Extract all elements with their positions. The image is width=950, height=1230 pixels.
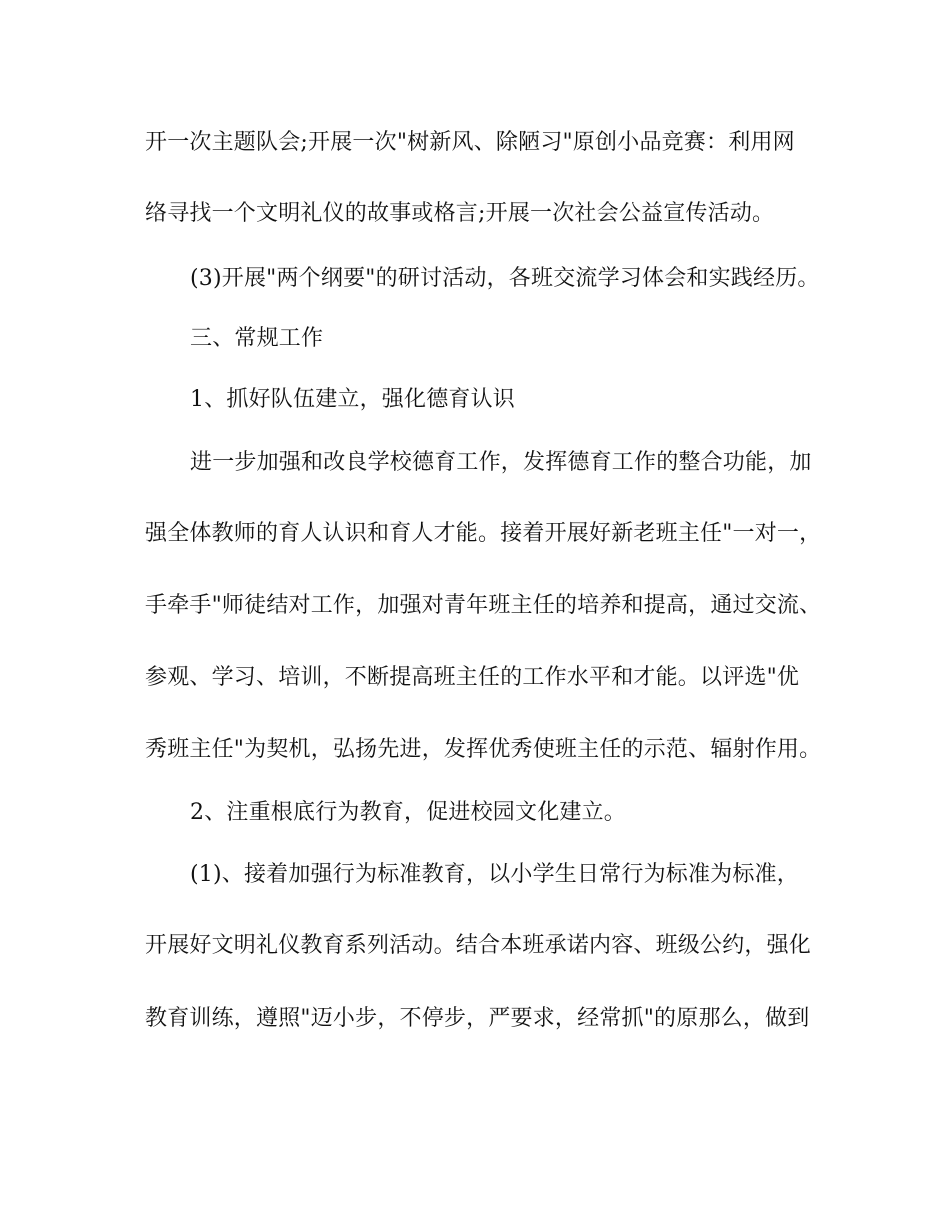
text-line-9: 参观、学习、培训，不断提高班主任的工作水平和才能。以评选"优 (145, 665, 800, 690)
text-line-3: (3)开展"两个纲要"的研讨活动，各班交流学习体会和实践经历。 (190, 266, 820, 291)
subsection-heading-1: 1、抓好队伍建立，强化德育认识 (190, 387, 515, 412)
text-line-13: 开展好文明礼仪教育系列活动。结合本班承诺内容、班级公约，强化 (145, 933, 812, 958)
text-line-1: 开一次主题队会;开展一次"树新风、除陋习"原创小品竞赛：利用网 (145, 130, 795, 155)
section-heading: 三、常规工作 (190, 326, 324, 351)
text-line-2: 络寻找一个文明礼仪的故事或格言;开展一次社会公益宣传活动。 (145, 201, 775, 226)
text-line-8: 手牵手"师徒结对工作，加强对青年班主任的培养和提高，通过交流、 (145, 593, 822, 618)
text-line-12: (1)、接着加强行为标准教育，以小学生日常行为标准为标准， (190, 862, 799, 887)
text-line-6: 进一步加强和改良学校德育工作，发挥德育工作的整合功能，加 (190, 450, 812, 475)
text-line-7: 强全体教师的育人认识和育人才能。接着开展好新老班主任"一对一， (145, 521, 822, 546)
text-line-10: 秀班主任"为契机，弘扬先进，发挥优秀使班主任的示范、辐射作用。 (145, 737, 822, 762)
text-line-14: 教育训练，遵照"迈小步，不停步，严要求，经常抓"的原那么，做到 (145, 1006, 810, 1031)
subsection-heading-2: 2、注重根底行为教育，促进校园文化建立。 (190, 800, 626, 825)
